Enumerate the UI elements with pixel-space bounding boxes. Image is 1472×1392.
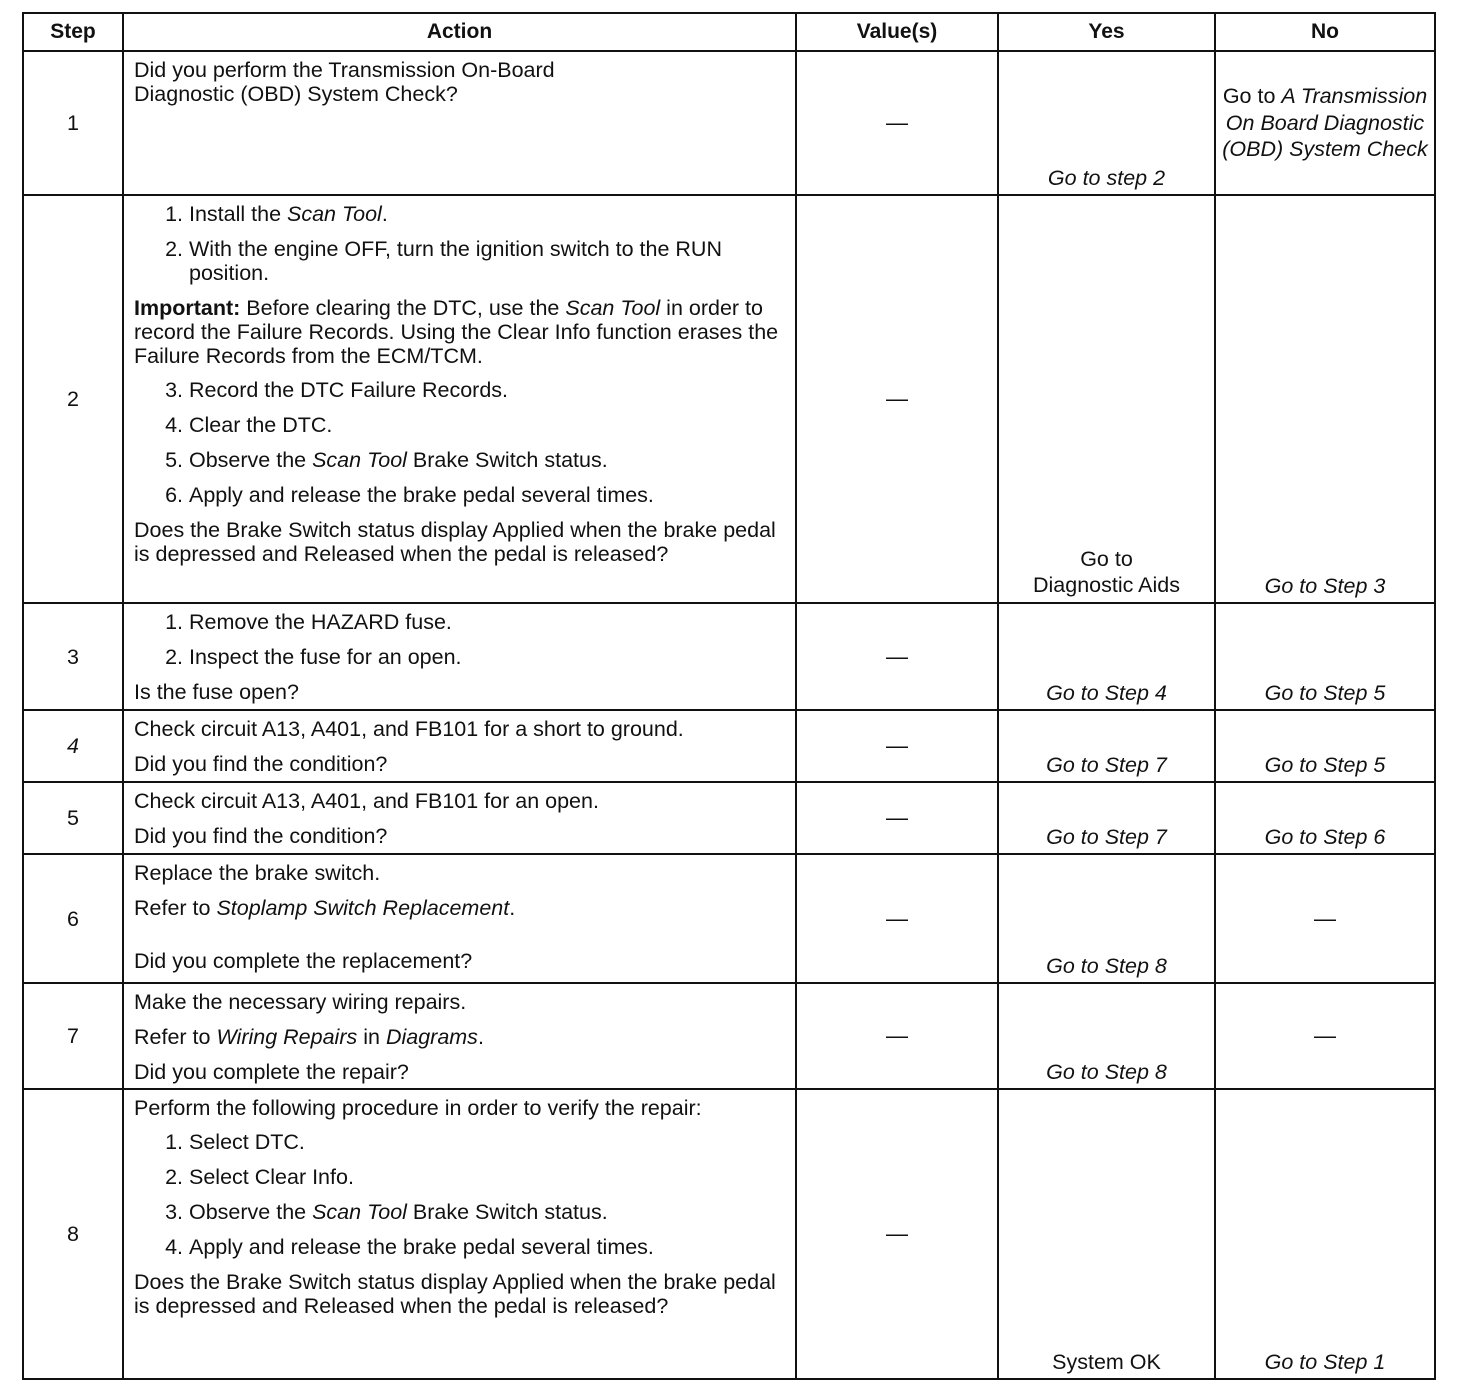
value-cell: [796, 854, 998, 983]
list-item: 2. Select Clear Info.: [189, 1165, 785, 1189]
important-label: Important:: [134, 296, 241, 320]
step-number: 3: [23, 603, 123, 710]
no-cell: [1215, 854, 1435, 983]
reference-link: Wiring Repairs: [216, 1025, 358, 1049]
procedure-list: [134, 1130, 785, 1259]
value-dash: —: [886, 905, 908, 931]
action-cell: [123, 782, 796, 854]
no-dash: —: [1314, 905, 1336, 931]
list-item: 4. Apply and release the brake pedal several times.: [189, 1235, 785, 1259]
list-item: [189, 448, 785, 472]
item-text: Install the: [189, 202, 287, 226]
action-cell: [123, 983, 796, 1089]
table-row: [23, 195, 1435, 603]
value-cell: [796, 1089, 998, 1379]
value-dash: —: [886, 733, 908, 758]
value-cell: [796, 51, 998, 195]
action-text: Replace the brake switch.: [134, 861, 381, 885]
yes-cell: Go to Step 8: [998, 854, 1215, 983]
action-question: Did you complete the replacement?: [134, 949, 473, 973]
header-values: Value(s): [796, 13, 998, 51]
value-cell: [796, 195, 998, 603]
action-intro: Perform the following procedure in order to verify the repair:: [134, 1096, 702, 1120]
procedure-list: [134, 610, 785, 669]
step-number: 1: [23, 51, 123, 195]
no-cell: Go to Step 6: [1215, 782, 1435, 854]
reference-text: Refer to: [134, 1025, 217, 1049]
value-dash: —: [886, 643, 908, 669]
table-row: [23, 51, 1435, 195]
action-text: Check circuit A13, A401, and FB101 for a short to ground.: [134, 717, 684, 741]
action-question: Does the Brake Switch status display Applied when the brake pedal is depressed and Released when the pedal is released?: [134, 518, 776, 566]
item-text-end: Brake Switch status.: [406, 1200, 608, 1224]
value-dash: —: [886, 110, 908, 135]
list-item: 4. Clear the DTC.: [189, 413, 785, 437]
list-item: 2. With the engine OFF, turn the ignition switch to the RUN position.: [189, 237, 785, 285]
list-item: 2. Inspect the fuse for an open.: [189, 645, 785, 669]
reference-link: Diagrams: [385, 1025, 478, 1049]
action-text: Check circuit A13, A401, and FB101 for an open.: [134, 789, 599, 813]
action-text: Make the necessary wiring repairs.: [134, 990, 467, 1014]
list-item: [189, 1200, 785, 1224]
no-cell: [1215, 983, 1435, 1089]
yes-cell: Go to Step 8: [998, 983, 1215, 1089]
important-emphasis: Scan Tool: [565, 296, 661, 320]
action-reference: [134, 1025, 785, 1049]
action-cell: [123, 1089, 796, 1379]
table-row: [23, 854, 1435, 983]
action-question: Is the fuse open?: [134, 680, 299, 704]
table-row: [23, 710, 1435, 782]
item-text: Observe the: [189, 1200, 313, 1224]
procedure-list: [134, 378, 785, 507]
yes-cell: Go to Step 7: [998, 782, 1215, 854]
action-question: Does the Brake Switch status display Applied when the brake pedal is depressed and Released when the pedal is released?: [134, 1270, 776, 1318]
reference-link: Stoplamp Switch Replacement: [216, 896, 510, 920]
no-cell: Go to Step 1: [1215, 1089, 1435, 1379]
value-cell: [796, 603, 998, 710]
value-cell: [796, 710, 998, 782]
step-number: 6: [23, 854, 123, 983]
important-note: [134, 296, 785, 368]
step-number: 7: [23, 983, 123, 1089]
diagnostic-table: [22, 12, 1436, 1380]
value-cell: [796, 983, 998, 1089]
value-dash: —: [886, 805, 908, 830]
no-cell: Go to Step 3: [1215, 195, 1435, 603]
no-dash: —: [1314, 1023, 1336, 1048]
no-cell: Go to Step 5: [1215, 603, 1435, 710]
step-number: 5: [23, 782, 123, 854]
item-text: Observe the: [189, 448, 313, 472]
item-text-end: Brake Switch status.: [406, 448, 608, 472]
yes-text: Diagnostic Aids: [1033, 573, 1180, 597]
step-number: 8: [23, 1089, 123, 1379]
value-dash: —: [886, 386, 908, 411]
header-action: Action: [123, 13, 796, 51]
step-number: 4: [23, 710, 123, 782]
item-emphasis: Scan Tool: [312, 448, 407, 472]
list-item: 3. Record the DTC Failure Records.: [189, 378, 785, 402]
action-reference: [134, 896, 785, 920]
item-emphasis: Scan Tool: [287, 202, 382, 226]
table-row: [23, 983, 1435, 1089]
reference-text: Refer to: [134, 896, 217, 920]
value-cell: [796, 782, 998, 854]
table-row: [23, 782, 1435, 854]
list-item: 1. Remove the HAZARD fuse.: [189, 610, 785, 634]
action-cell: [123, 195, 796, 603]
item-text-end: .: [381, 202, 388, 226]
header-yes: Yes: [998, 13, 1215, 51]
action-question: Did you complete the repair?: [134, 1060, 409, 1084]
yes-cell: [998, 195, 1215, 603]
no-link-text: A Transmission On Board Diagnostic (OBD) System Check: [1222, 84, 1428, 162]
yes-cell: Go to step 2: [998, 51, 1215, 195]
no-cell: [1215, 51, 1435, 195]
reference-text-end: .: [509, 896, 516, 920]
header-step: Step: [23, 13, 123, 51]
action-cell: [123, 854, 796, 983]
yes-text: Go to: [1080, 547, 1133, 571]
important-text: Before clearing the DTC, use the: [240, 296, 566, 320]
action-question: Did you find the condition?: [134, 752, 388, 776]
step-number: 2: [23, 195, 123, 603]
table-row: [23, 603, 1435, 710]
value-dash: —: [886, 1221, 908, 1246]
yes-cell: Go to Step 4: [998, 603, 1215, 710]
spacer: [134, 931, 785, 949]
yes-cell: Go to Step 7: [998, 710, 1215, 782]
important-text-end: in order to record the Failure Records. Using the Clear Info function erases the Failure Records from the ECM/TCM.: [134, 296, 779, 368]
procedure-list: [134, 202, 785, 285]
item-emphasis: Scan Tool: [312, 1200, 407, 1224]
action-question: Did you perform the Transmission On-Board Diagnostic (OBD) System Check?: [134, 58, 555, 106]
table-row: [23, 1089, 1435, 1379]
action-question: Did you find the condition?: [134, 824, 388, 848]
yes-cell: System OK: [998, 1089, 1215, 1379]
header-row: [23, 13, 1435, 51]
action-cell: [123, 603, 796, 710]
no-text: Go to: [1222, 84, 1282, 109]
header-no: No: [1215, 13, 1435, 51]
no-cell: Go to Step 5: [1215, 710, 1435, 782]
list-item: [189, 202, 785, 226]
action-cell: [123, 710, 796, 782]
list-item: 1. Select DTC.: [189, 1130, 785, 1154]
list-item: 6. Apply and release the brake pedal several times.: [189, 483, 785, 507]
action-cell: [123, 51, 796, 195]
reference-text-end: .: [477, 1025, 484, 1049]
value-dash: —: [886, 1023, 908, 1048]
reference-text: in: [357, 1025, 386, 1049]
